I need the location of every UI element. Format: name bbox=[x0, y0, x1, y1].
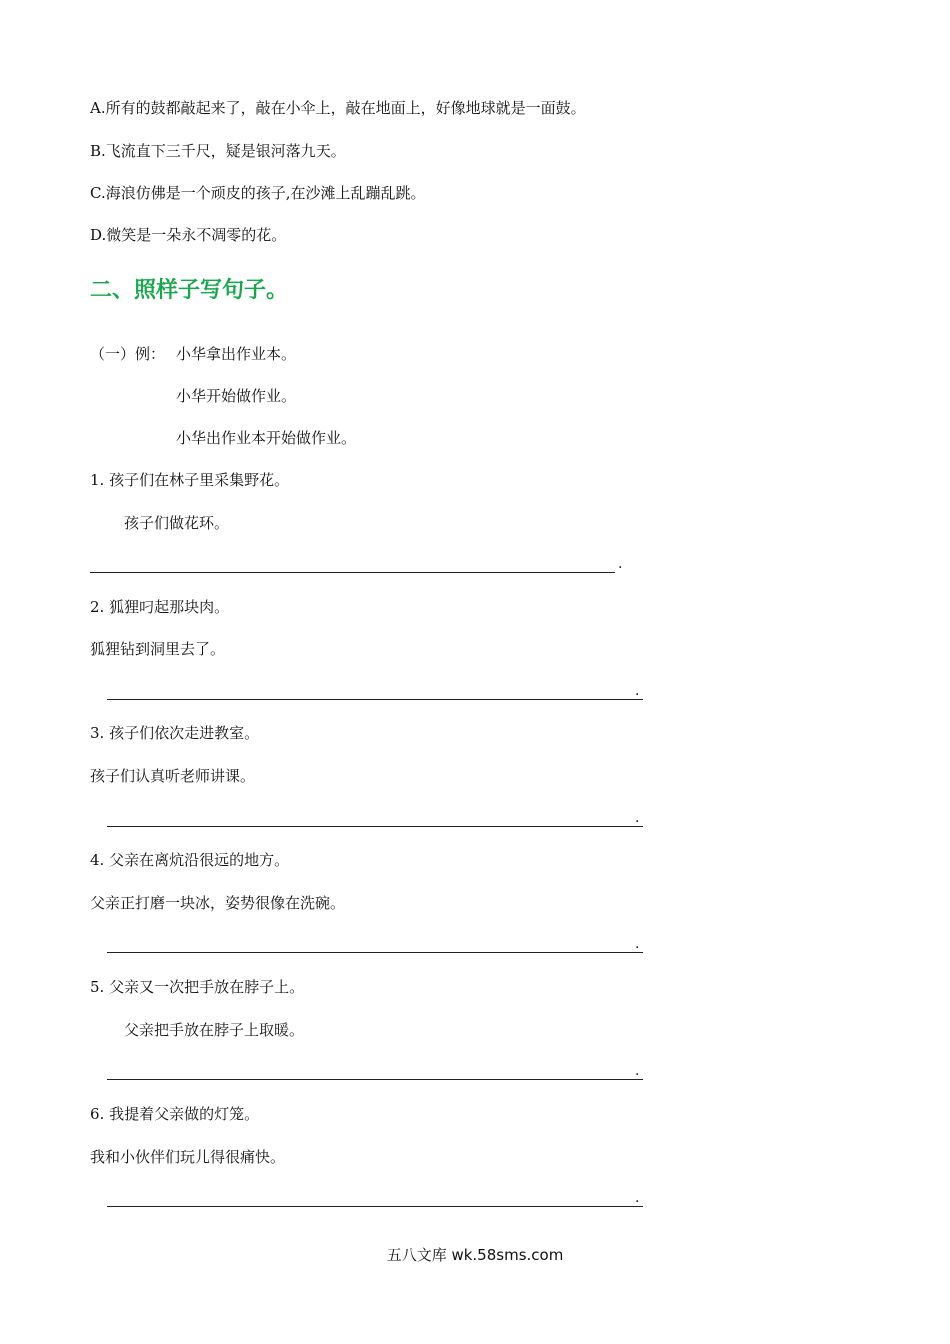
option-b: B.飞流直下三千尺，疑是银河落九天。 bbox=[90, 142, 346, 160]
question-3-line-2: 孩子们认真听老师讲课。 bbox=[90, 767, 256, 785]
answer-line-5[interactable] bbox=[107, 1060, 647, 1080]
section-title: 二、照样子写句子。 bbox=[90, 278, 289, 303]
option-c: C.海浪仿佛是一个顽皮的孩子,在沙滩上乱蹦乱跳。 bbox=[90, 184, 426, 202]
option-d: D.微笑是一朵永不凋零的花。 bbox=[90, 226, 287, 244]
answer-line-1[interactable] bbox=[90, 553, 630, 573]
option-a: A.所有的鼓都敲起来了，敲在小伞上，敲在地面上，好像地球就是一面鼓。 bbox=[90, 99, 586, 117]
question-3-line-1: 3. 孩子们依次走进教室。 bbox=[90, 724, 260, 742]
answer-end-mark: . bbox=[635, 683, 640, 699]
question-5-line-2: 父亲把手放在脖子上取暖。 bbox=[124, 1021, 305, 1039]
answer-line-2[interactable] bbox=[107, 680, 647, 700]
question-2-line-2: 狐狸钻到洞里去了。 bbox=[90, 640, 226, 658]
question-6-line-1: 6. 我提着父亲做的灯笼。 bbox=[90, 1105, 260, 1123]
answer-end-mark: . bbox=[618, 556, 623, 572]
example-line-2: 小华开始做作业。 bbox=[176, 387, 297, 405]
question-1-line-1: 1. 孩子们在林子里采集野花。 bbox=[90, 471, 290, 489]
example-label: （一）例： bbox=[90, 345, 166, 363]
question-4-line-1: 4. 父亲在离炕沿很远的地方。 bbox=[90, 851, 290, 869]
answer-end-mark: . bbox=[635, 1190, 640, 1206]
question-5-line-1: 5. 父亲又一次把手放在脖子上。 bbox=[90, 978, 305, 996]
answer-end-mark: . bbox=[635, 1063, 640, 1079]
example-line-3: 小华出作业本开始做作业。 bbox=[176, 429, 357, 447]
answer-line-4[interactable] bbox=[107, 933, 647, 953]
question-2-line-1: 2. 狐狸叼起那块肉。 bbox=[90, 598, 230, 616]
answer-line-6[interactable] bbox=[107, 1187, 647, 1207]
question-1-line-2: 孩子们做花环。 bbox=[124, 514, 230, 532]
answer-end-mark: . bbox=[635, 936, 640, 952]
example-line-1: 小华拿出作业本。 bbox=[176, 345, 297, 363]
answer-line-3[interactable] bbox=[107, 807, 647, 827]
question-6-line-2: 我和小伙伴们玩儿得很痛快。 bbox=[90, 1148, 286, 1166]
footer-watermark: 五八文库 wk.58sms.com bbox=[386, 1246, 564, 1264]
answer-end-mark: . bbox=[635, 810, 640, 826]
question-4-line-2: 父亲正打磨一块冰，姿势很像在洗碗。 bbox=[90, 894, 346, 912]
